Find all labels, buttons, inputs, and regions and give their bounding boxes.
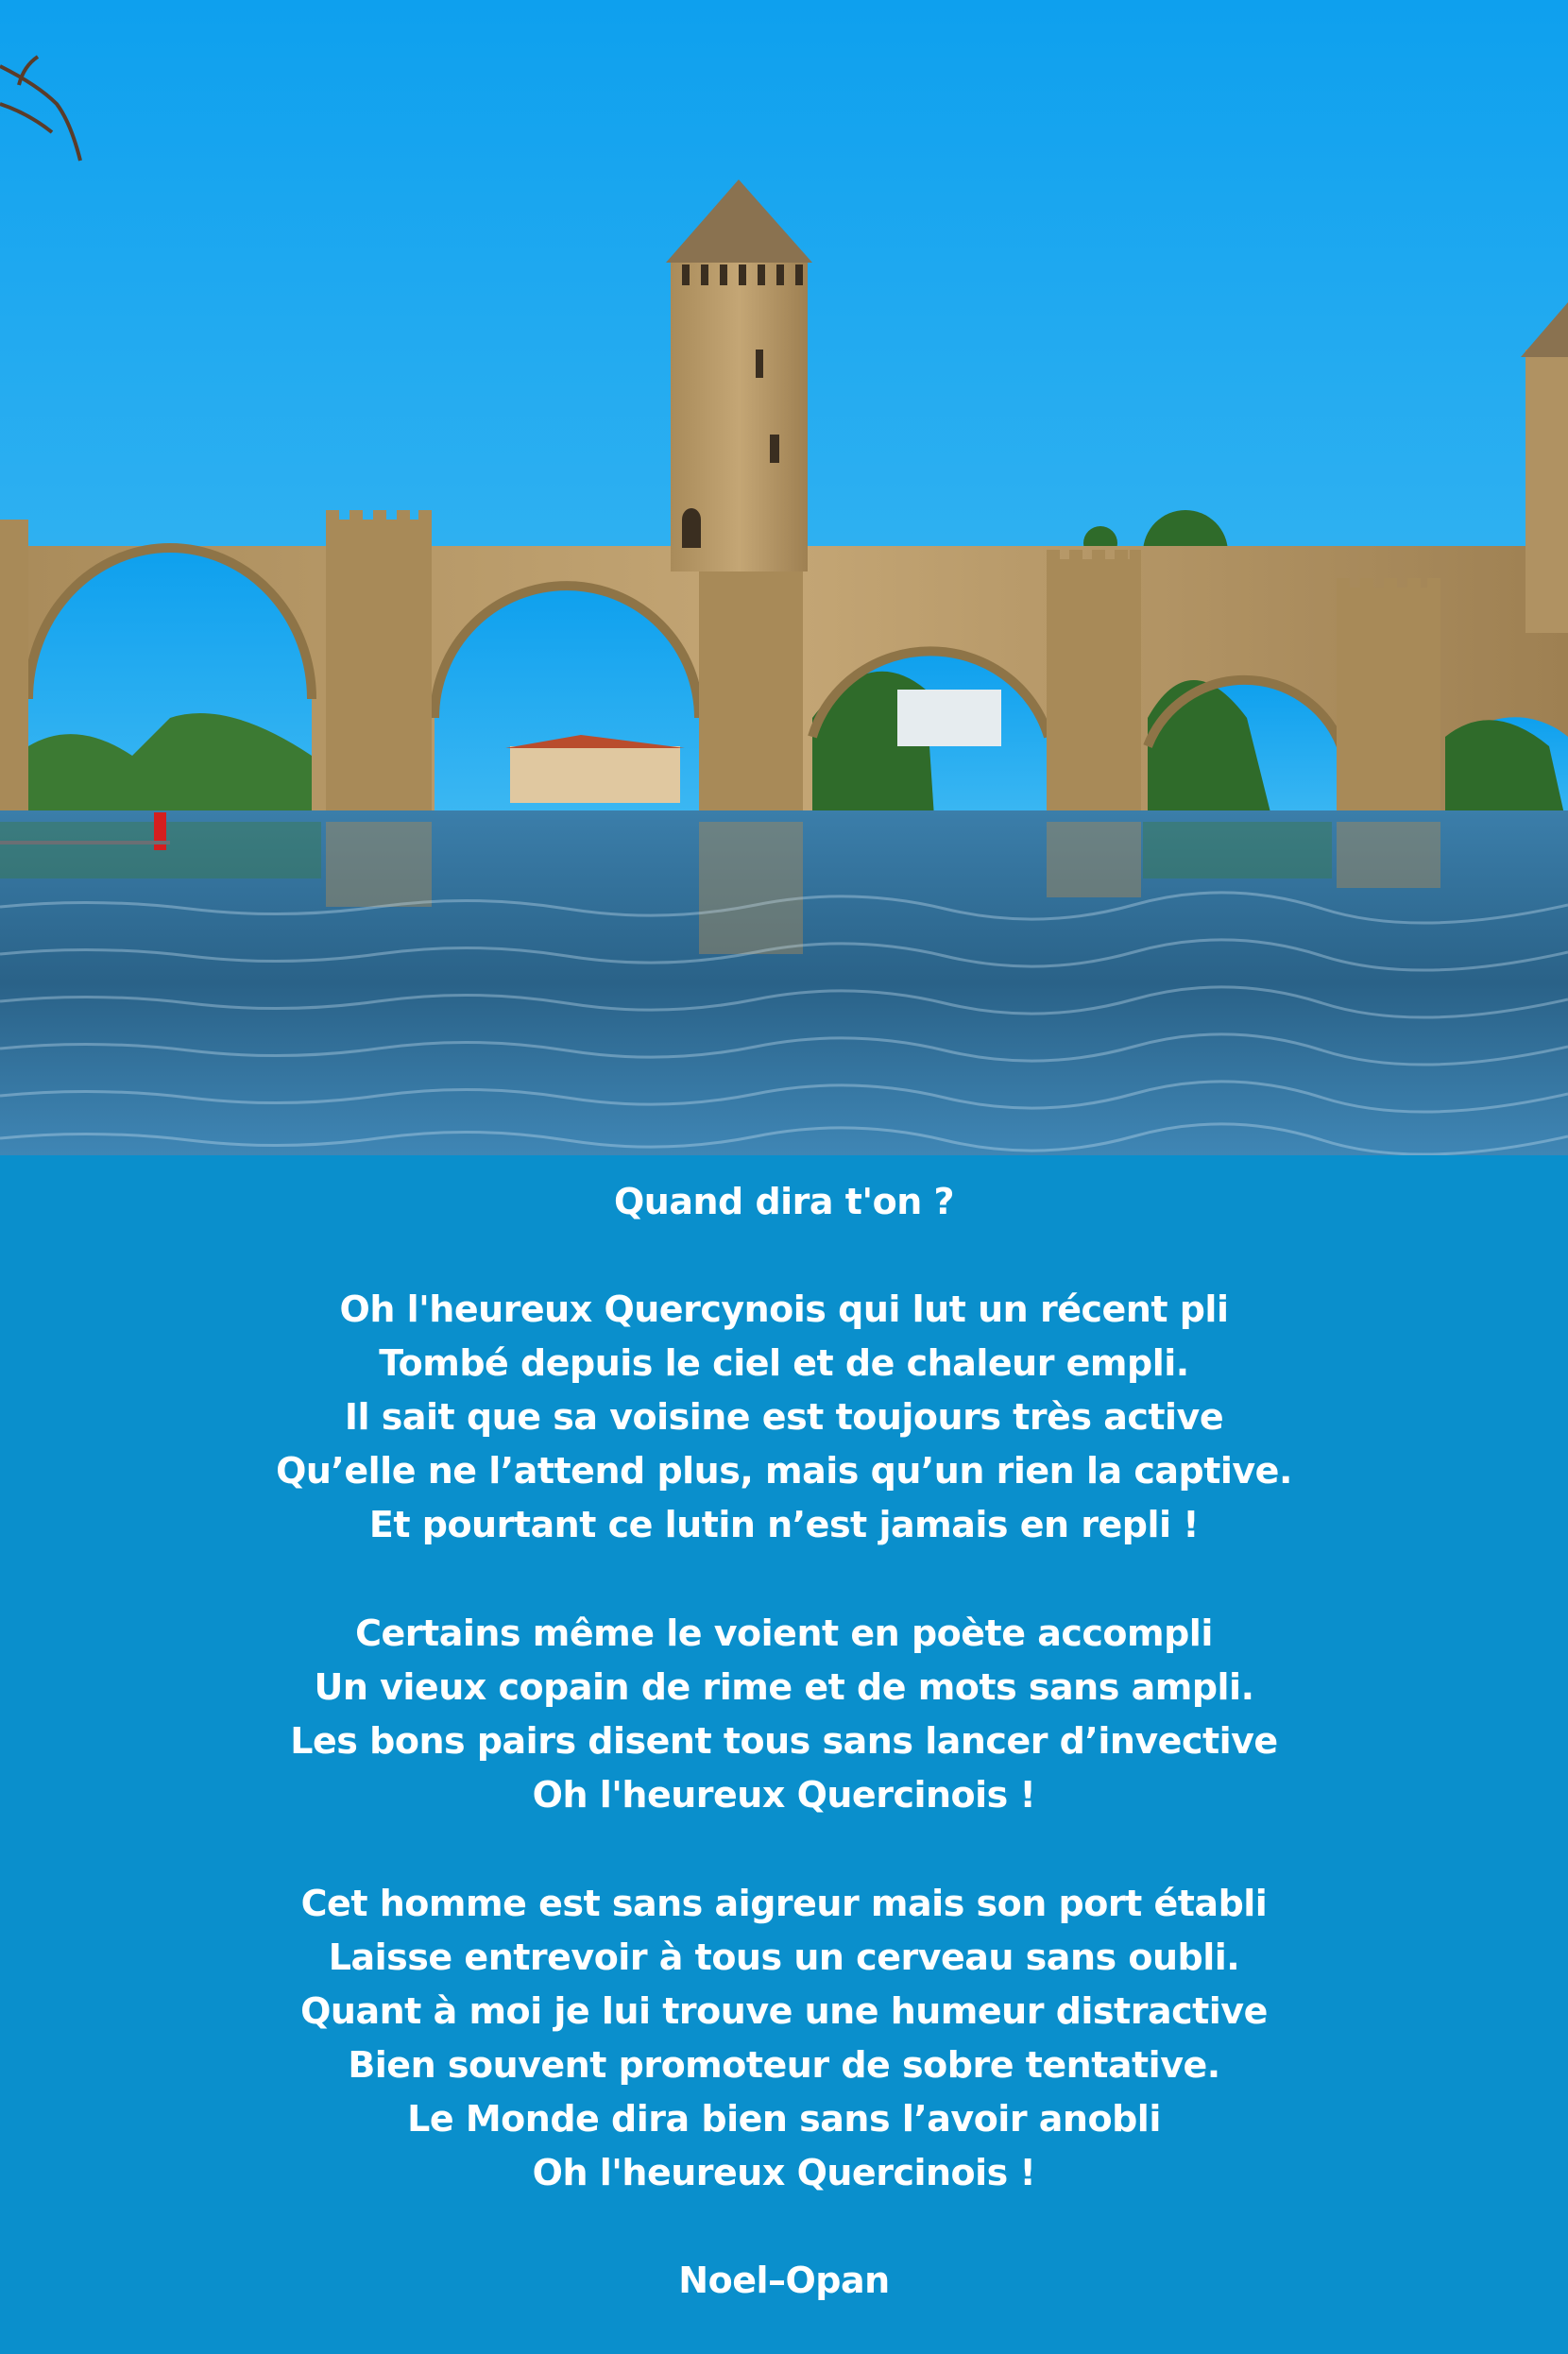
poem-title: Quand dira t'on ?	[613, 1181, 955, 1222]
poem-line: Bien souvent promoteur de sobre tentative.	[348, 2044, 1220, 2086]
poem-line: Qu’elle ne l’attend plus, mais qu’un rien la captive.	[276, 1450, 1292, 1492]
poem-line: Oh l'heureux Quercynois qui lut un récent pli	[339, 1288, 1229, 1330]
bridge-photo	[0, 0, 1568, 1155]
poem-line: Oh l'heureux Quercinois !	[532, 1774, 1036, 1816]
poem-line: Un vieux copain de rime et de mots sans ampli.	[314, 1666, 1254, 1708]
poem-line: Les bons pairs disent tous sans lancer d’invective	[290, 1720, 1278, 1762]
poem-line: Le Monde dira bien sans l’avoir anobli	[407, 2098, 1161, 2140]
poem-line: Certains même le voient en poète accompli	[355, 1612, 1213, 1654]
poem-panel	[0, 1155, 1568, 2354]
poem-line: Laisse entrevoir à tous un cerveau sans oubli.	[328, 1936, 1240, 1978]
poem-line: Quant à moi je lui trouve une humeur distractive	[300, 1990, 1268, 2032]
poem-line: Il sait que sa voisine est toujours très active	[344, 1396, 1224, 1438]
poem-line: Oh l'heureux Quercinois !	[532, 2152, 1036, 2193]
poem-signature: Noel–Opan	[678, 2260, 890, 2301]
poem-line: Et pourtant ce lutin n’est jamais en repli !	[368, 1504, 1200, 1545]
poem-line: Tombé depuis le ciel et de chaleur empli.	[379, 1342, 1189, 1384]
poem-line: Cet homme est sans aigreur mais son port établi	[300, 1883, 1268, 1924]
